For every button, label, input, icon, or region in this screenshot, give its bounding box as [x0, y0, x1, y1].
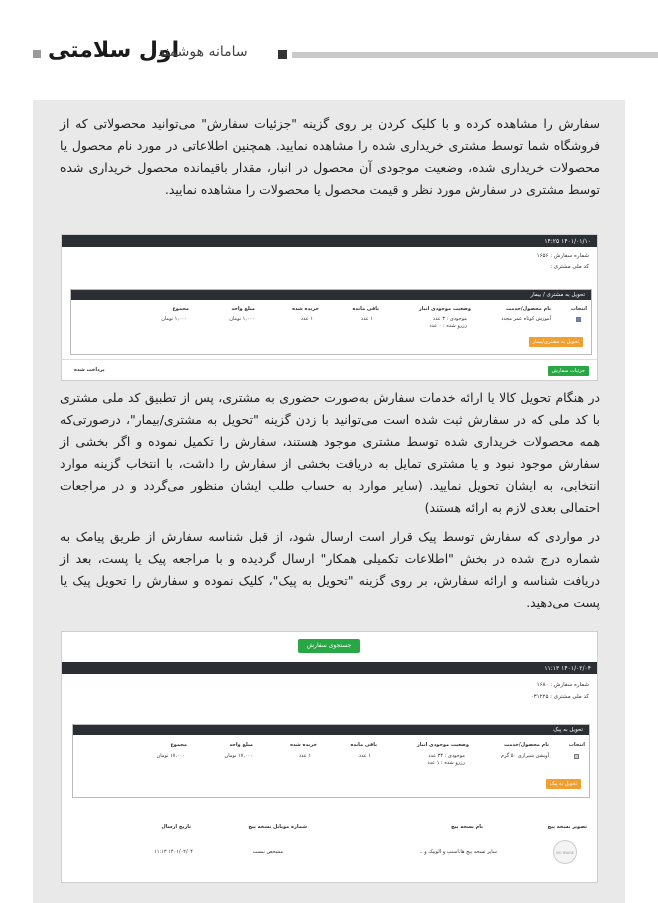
order-number: شماره سفارش : ۱۶۸۰	[536, 682, 589, 688]
deliver-to-customer-button[interactable]: تحویل به مشتری/بیمار	[529, 337, 583, 347]
row-unit-price: ۱,۰۰۰ تومان	[229, 316, 255, 322]
paragraph-1: سفارش را مشاهده کرده و با کلیک کردن بر روی گزینه "جزئیات سفارش" می‌توانید محصولاتی که از فروشگاه شما توسط مشتری خریداری شده را مشاهده نمایید. همچنین اطلاعاتی در مورد نام محصول یا محصولات خریداری شده، وضعیت موجودی آن محصول در انبار، مقدار باقیمانده محصول خریداری شده توسط مشتری در سفارش مورد نظر و قیمت محصول یا محصولات را مشاهده نمایید.	[60, 116, 600, 197]
rx-col-image: تصویر نسخه پیچ	[547, 824, 587, 830]
courier-screenshot	[61, 631, 598, 883]
col-bought: خریده شده	[292, 306, 319, 312]
col-product: نام محصول/خدمت	[506, 306, 551, 312]
col-remaining: باقی مانده	[350, 742, 377, 748]
customer-national-code: کد ملی مشتری : ۰۳۱۲۲۵	[530, 694, 589, 700]
payment-status: پرداخت شده	[74, 367, 105, 373]
col-total: مجموع	[172, 306, 189, 312]
header-square	[278, 50, 287, 59]
row-checkbox[interactable]	[574, 754, 579, 759]
order-details-screenshot	[61, 234, 598, 381]
divider	[62, 359, 597, 360]
col-product: نام محصول/خدمت	[504, 742, 549, 748]
row-reserved: رزرو شده : ۱ عدد	[427, 760, 465, 766]
col-select: انتخاب	[570, 306, 587, 312]
order-date-bar: ۱۴۰۱/۰۲/۰۴ ۱۱:۱۳	[62, 662, 597, 674]
deliver-card-title: تحویل به مشتری / بیمار	[71, 290, 591, 300]
order-date-bar: ۱۴۰۱/۰۱/۱۰ ۱۴:۲۵	[62, 235, 597, 247]
header-line	[292, 52, 658, 58]
col-stock: وضعیت موجودی انبار	[418, 306, 471, 312]
brand-subtitle: سامانه هوشمند	[158, 44, 248, 60]
order-number: شماره سفارش : ۱۶۵۶	[536, 253, 589, 259]
rx-col-mobile: شماره موبایل نسخه پیچ	[248, 824, 307, 830]
no-image-icon: NO IMAGE	[553, 840, 577, 864]
row-remaining: ۱ عدد	[360, 316, 373, 322]
header-left-square	[33, 50, 41, 58]
brand-title: اول سلامتی	[48, 38, 180, 63]
search-order-button[interactable]: جستجوی سفارش	[298, 639, 360, 653]
col-total: مجموع	[170, 742, 187, 748]
row-bought: ۱ عدد	[300, 316, 313, 322]
rx-row-date: ۱۴۰۱/۰۲/۰۴ ۱۱:۱۳	[154, 849, 193, 855]
customer-national-code: کد ملی مشتری :	[550, 264, 589, 270]
row-bought: ۱ عدد	[298, 753, 311, 759]
row-product: آموزش کوتاه عمر مجدد	[501, 316, 551, 322]
col-remaining: باقی مانده	[352, 306, 379, 312]
row-reserved: رزرو شده : ۰ عدد	[429, 323, 467, 329]
rx-row-name: سایر نسخه پیچ ها،اسنپ و الوپیک و ..	[419, 849, 497, 855]
row-total: ۱,۰۰۰ تومان	[161, 316, 187, 322]
row-total: ۱۷,۰۰۰ تومان	[156, 753, 185, 759]
col-stock: وضعیت موجودی انبار	[416, 742, 469, 748]
page-header	[0, 38, 658, 68]
row-remaining: ۱ عدد	[358, 753, 371, 759]
row-stock: موجودی : ۳ عدد	[432, 316, 467, 322]
row-checkbox[interactable]	[576, 317, 581, 322]
courier-card-title: تحویل به پیک	[73, 725, 589, 735]
order-details-button[interactable]: جزئیات سفارش	[548, 366, 589, 376]
row-unit-price: ۱۷,۰۰۰ تومان	[224, 753, 253, 759]
deliver-card	[70, 289, 592, 355]
deliver-to-courier-button[interactable]: تحویل به پیک	[546, 779, 581, 789]
rx-col-date: تاریخ ارسال	[161, 824, 191, 830]
row-stock: موجودی : ۳۴ عدد	[428, 753, 465, 759]
rx-col-name: نام نسخه پیچ	[450, 824, 483, 830]
col-unit-price: مبلغ واحد	[231, 306, 255, 312]
col-unit-price: مبلغ واحد	[229, 742, 253, 748]
row-product: آویشن شیرازی ۵۰ گرم	[500, 753, 549, 759]
courier-card	[72, 724, 590, 798]
rx-row-mobile: مشخص نیست	[252, 849, 283, 855]
col-select: انتخاب	[568, 742, 585, 748]
paragraph-3: در مواردی که سفارش توسط پیک قرار است ارسال شود، از قبل شناسه سفارش از طریق پیامک به شماره درج شده در بخش "اطلاعات تکمیلی همکار" ارسال گردیده و با مراجعه پیک یا پست، بعد از دریافت شناسه و ارائه سفارش، بر روی گزینه "تحویل به پیک"، کلیک نموده و سفارش را تحویل پیک یا پست می‌دهید.	[60, 529, 600, 610]
paragraph-2: در هنگام تحویل کالا یا ارائه خدمات سفارش به‌صورت حضوری به مشتری، پس از تطبیق کد ملی مشتری با کد ملی که در سفارش ثبت شده است می‌توانید با زدن گزینه "تحویل به مشتری/بیمار"، درصورتی‌که همه محصولات خریداری شده توسط مشتری موجود هستند، سفارش را تکمیل نموده و اگر بخشی از سفارش موجود نبود و یا مشتری تمایل به دریافت بخشی از سفارش را داشت، با انتخاب گزینه موارد انتخابی، به ایشان تحویل نمایید. (سایر موارد به حساب طلب ایشان منظور می‌گردد و در مراجعات احتمالی بعدی لازم به ارائه هستند)	[60, 390, 600, 515]
col-bought: خریده شده	[290, 742, 317, 748]
